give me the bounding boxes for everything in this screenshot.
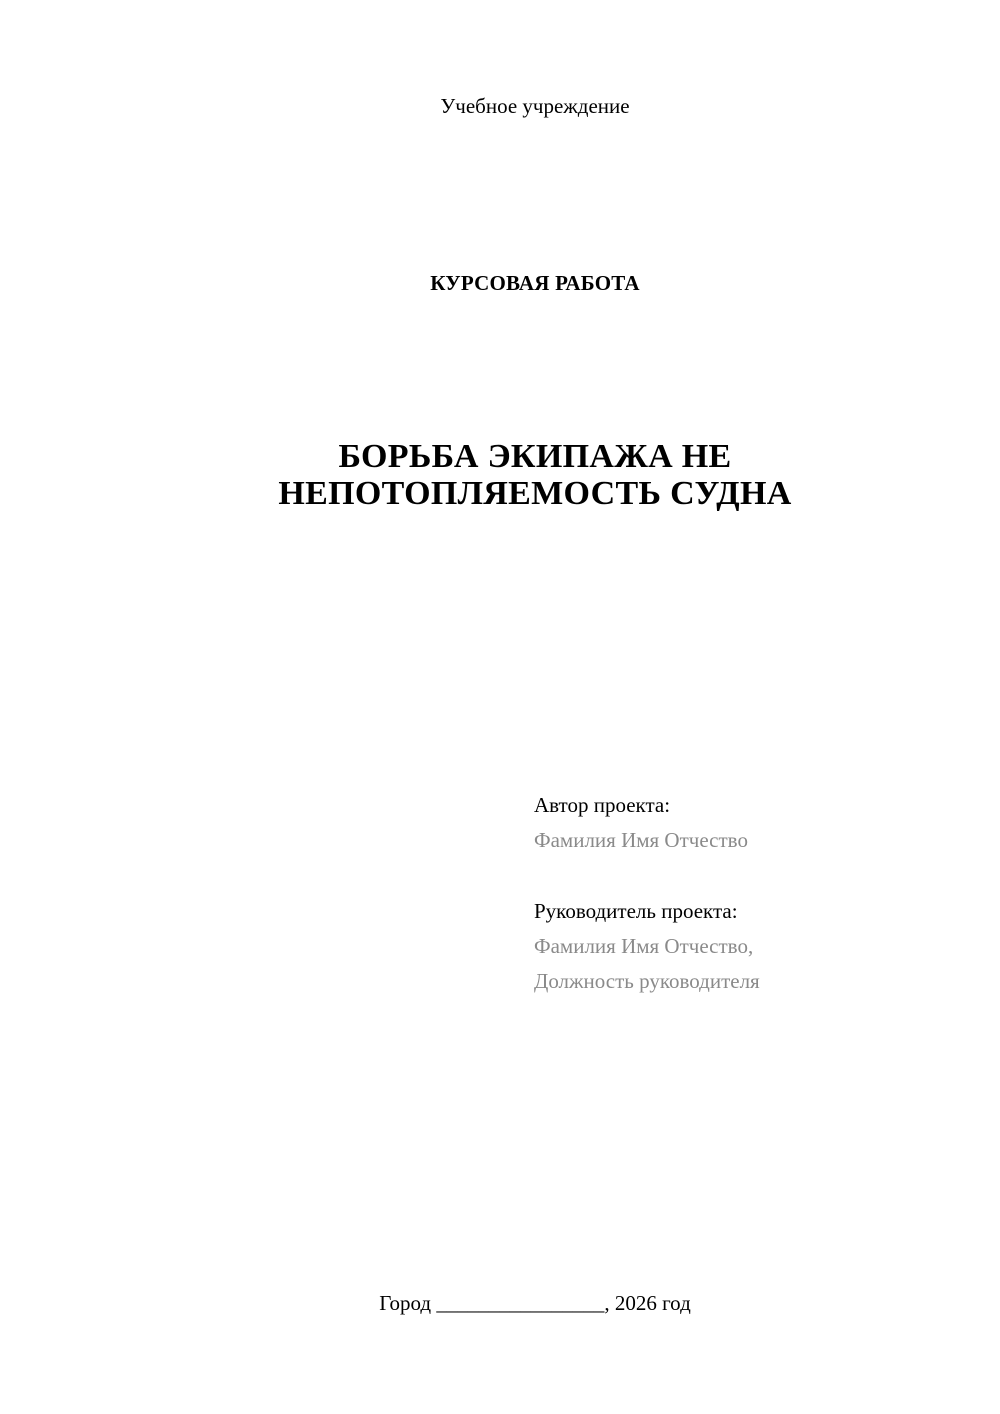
title-line-2: НЕПОТОПЛЯЕМОСТЬ СУДНА (278, 475, 792, 512)
author-block (534, 788, 974, 858)
supervisor-position: Должность руководителя (534, 969, 760, 993)
institution-name: Учебное учреждение (440, 94, 630, 118)
supervisor-block (534, 894, 974, 999)
supervisor-label: Руководитель проекта: (534, 899, 738, 923)
document-title (0, 438, 1000, 512)
author-name: Фамилия Имя Отчество (534, 828, 748, 852)
author-label: Автор проекта: (534, 793, 671, 817)
city-year-line: Город ________________, 2026 год (379, 1291, 691, 1315)
work-type-heading: КУРСОВАЯ РАБОТА (430, 271, 640, 295)
title-line-1: БОРЬБА ЭКИПАЖА НЕ (338, 438, 732, 475)
supervisor-name: Фамилия Имя Отчество, (534, 934, 754, 958)
